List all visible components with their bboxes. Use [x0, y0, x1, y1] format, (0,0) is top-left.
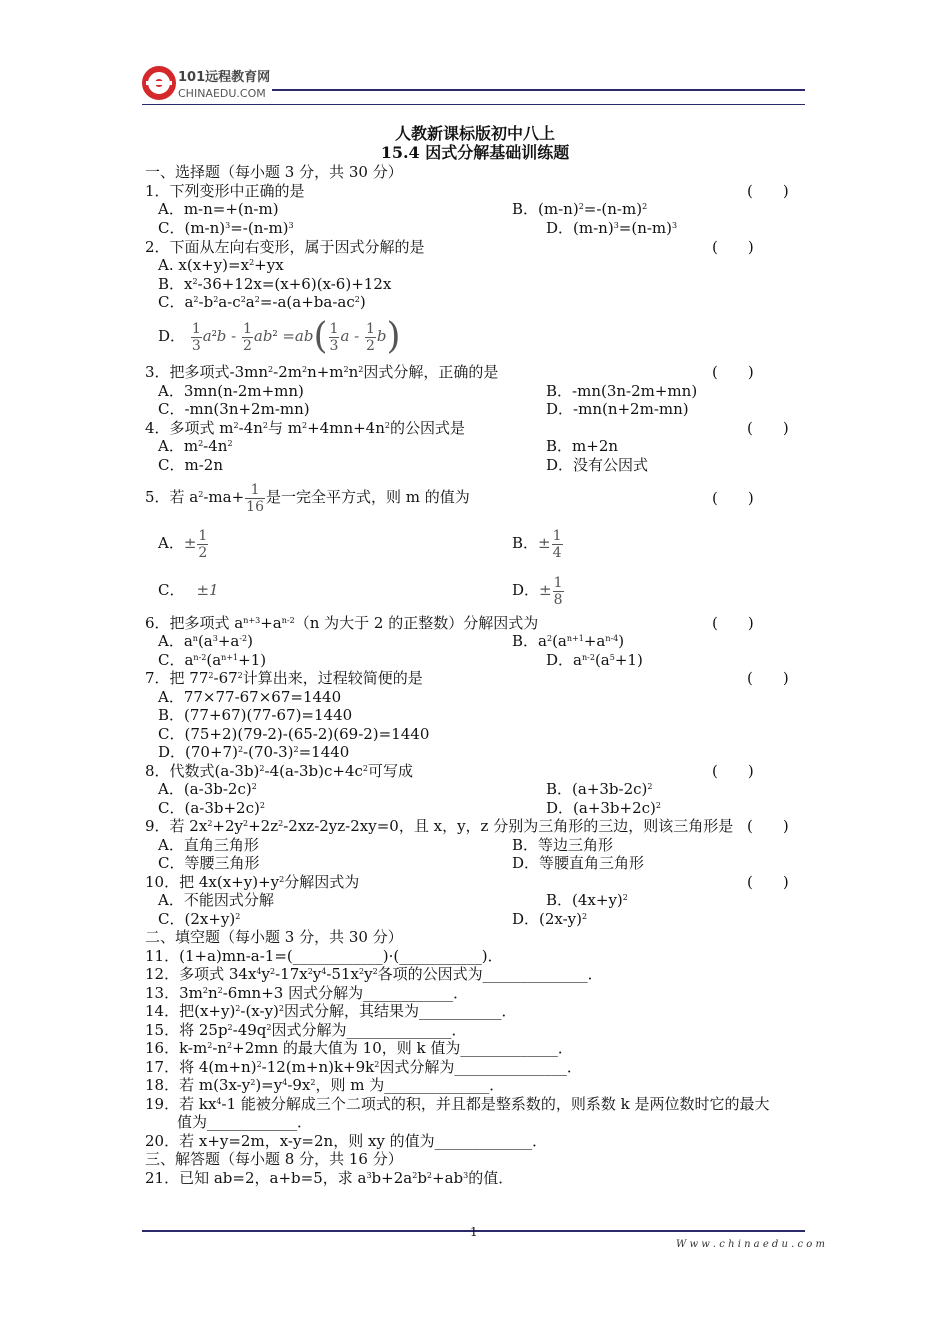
q19: 19．若 $kx^4-1$ 能被分解成三个二项式的积，并且都是整系数的，则系数 k 是两位数时它的最大	[145, 1095, 770, 1113]
fraction: $\frac{1}{3}$	[191, 320, 201, 354]
q9-stem: 9．若 $2x^2+2y^2+2z^2-2xz-2yz-2xy=0$，且 x，y，z 分别为三角形的三边，则该三角形是	[145, 817, 734, 835]
q7-option-a: A．77×77-67×67=1440	[158, 688, 342, 706]
q7-bracket: ( )	[747, 669, 789, 687]
q1-option-b: B．$(m-n)^2=-(n-m)^2$	[512, 200, 648, 218]
section-3-heading: 三、解答题（每小题 8 分，共 16 分）	[145, 1150, 403, 1168]
q9-bracket: ( )	[747, 817, 789, 835]
q3-bracket: ( )	[712, 363, 754, 381]
q5-stem: 5．若 $a^2-ma+$ $\frac{1}{16}$ 是一完全平方式，则 m 的值为	[145, 481, 470, 515]
q6-option-a: A．$a^n(a^3+a^{-2})$	[158, 632, 253, 650]
fraction: $\frac{1}{8}$	[553, 574, 563, 608]
q5-option-c: C． ±1	[158, 581, 219, 599]
q9-option-a: A．直角三角形	[158, 836, 259, 854]
q8-option-c: C．$(a-3b+2c)^2$	[158, 799, 265, 817]
fraction: $\frac{1}{3}$	[329, 320, 339, 354]
fraction: $\frac{1}{2}$	[198, 527, 208, 561]
q13: 13．$3m^2n^2-6mn+3$ 因式分解为____________．	[145, 984, 469, 1002]
q5-option-b: B．± $\frac{1}{4}$	[512, 527, 562, 561]
q1-option-a: A．m-n=+(n-m)	[158, 200, 279, 218]
header-rule	[272, 89, 805, 91]
logo-subtext: CHINAEDU.COM	[178, 87, 266, 100]
fraction: $\frac{1}{2}$	[366, 320, 375, 354]
q1-option-d: D．$(m-n)^3=(n-m)^3$	[546, 219, 678, 237]
q11: 11．(1+a)mn-a-1=(____________)·(___________)．	[145, 947, 503, 965]
q4-option-d: D．没有公因式	[546, 456, 649, 474]
q4-option-c: C．m-2n	[158, 456, 223, 474]
q10-bracket: ( )	[747, 873, 789, 891]
q10-option-d: D．$(2x-y)^2$	[512, 910, 588, 928]
q5-option-d: D．± $\frac{1}{8}$	[512, 574, 563, 608]
doc-subtitle: 15.4 因式分解基础训练题	[380, 143, 570, 162]
fraction: $\frac{1}{2}$	[243, 320, 252, 354]
q5-bracket: ( )	[712, 489, 754, 507]
q2-option-a: A. $x(x+y)=x^2+yx$	[158, 256, 284, 274]
q4-option-b: B．m+2n	[546, 437, 619, 455]
chinaedu-logo-icon	[142, 66, 176, 100]
q6-stem: 6．把多项式 $a^{n+3}+a^{n-2}(n$ 为大于 2 的正整数）分解因式为	[145, 614, 539, 632]
q2-option-c: C．$a^2-b^2a-c^2a^2=-a(a+ba-ac^2)$	[158, 293, 366, 311]
fraction: $\frac{1}{16}$	[246, 481, 264, 515]
q2-option-d: D． $\frac{1}{3}$ $a^2b$ - $\frac{1}{2}$ $ab^2 =ab$( $\frac{1}{3}$ a - $\frac{1}{2}$ b)	[158, 316, 401, 357]
q1-option-c: C．$(m-n)^3=-(n-m)^3$	[158, 219, 294, 237]
q10-option-b: B．$(4x+y)^2$	[546, 891, 628, 909]
q8-option-a: A．$(a-3b-2c)^2$	[158, 780, 257, 798]
logo-text: 101远程教育网	[178, 70, 271, 85]
q8-option-b: B．$(a+3b-2c)^2$	[546, 780, 653, 798]
section-2-heading: 二、填空题（每小题 3 分，共 30 分）	[145, 928, 403, 946]
q16: 16．$k-m^2-n^2+2mn$ 的最大值为 10，则 k 值为_____________．	[145, 1039, 573, 1057]
q6-bracket: ( )	[712, 614, 754, 632]
q2-bracket: ( )	[712, 238, 754, 256]
q8-bracket: ( )	[712, 762, 754, 780]
q8-option-d: D．$(a+3b+2c)^2$	[546, 799, 661, 817]
q3-option-d: D．-mn(n+2m-mn)	[546, 400, 689, 418]
q18: 18．若 $m(3x-y^2)=y^4-9x^2$，则 m 为______________．	[145, 1076, 505, 1094]
q8-stem: 8．代数式$(a-3b)^2-4(a-3b)c+4c^2$可写成	[145, 762, 413, 780]
q14: 14．把$(x+y)^2-(x-y)^2$因式分解，其结果为___________．	[145, 1002, 517, 1020]
q17: 17．将 $4(m+n)^2-12(m+n)k+9k^2$因式分解为_______________．	[145, 1058, 582, 1076]
header-rule-thin	[142, 104, 805, 105]
q15: 15．将 $25p^2-49q^2$因式分解为______________．	[145, 1021, 467, 1039]
q3-option-c: C．-mn(3n+2m-mn)	[158, 400, 310, 418]
q2-stem: 2．下面从左向右变形，属于因式分解的是	[145, 238, 425, 256]
q10-option-a: A．不能因式分解	[158, 891, 274, 909]
footer-url: W w w . c h i n a e d u . c o m	[676, 1239, 825, 1250]
section-1-heading: 一、选择题（每小题 3 分，共 30 分）	[145, 163, 403, 181]
q1-stem: 1．下列变形中正确的是	[145, 182, 305, 200]
q6-option-d: D．$a^{n-2}(a^5+1)$	[546, 651, 643, 669]
q5-option-a: A．± $\frac{1}{2}$	[158, 527, 208, 561]
q12: 12．多项式 $34x^4y^2-17x^2y^4-51x^2y^2$各项的公因式为______________．	[145, 965, 603, 983]
q1-bracket: ( )	[747, 182, 789, 200]
q4-bracket: ( )	[747, 419, 789, 437]
q10-option-c: C．$(2x+y)^2$	[158, 910, 241, 928]
q4-option-a: A．$m^2-4n^2$	[158, 437, 233, 455]
q7-option-b: B．(77+67)(77-67)=1440	[158, 706, 353, 724]
q6-option-b: B．$a^2(a^{n+1}+a^{n-4})$	[512, 632, 625, 650]
q3-stem: 3．把多项式$-3mn^2-2m^2n+m^2n^2$因式分解，正确的是	[145, 363, 499, 381]
q9-option-b: B．等边三角形	[512, 836, 614, 854]
q6-option-c: C．$a^{n-2}(a^{n+1}+1)$	[158, 651, 267, 669]
q4-stem: 4．多项式 $m^2-4n^2$与 $m^2+4mn+4n^2$的公因式是	[145, 419, 465, 437]
q3-option-b: B．-mn(3n-2m+mn)	[546, 382, 698, 400]
q7-option-d: D．$(70+7)^2-(70-3)^2=1440$	[158, 743, 350, 761]
q21: 21．已知 ab=2，a+b=5，求 $a^3b+2a^2b^2+ab^3$的值．	[145, 1169, 514, 1187]
fraction: $\frac{1}{4}$	[552, 527, 562, 561]
q10-stem: 10．把 $4x(x+y)+y^2$分解因式为	[145, 873, 360, 891]
q20: 20．若 x+y=2m，x-y=2n，则 xy 的值为_____________．	[145, 1132, 548, 1150]
q3-option-a: A．3mn(n-2m+mn)	[158, 382, 304, 400]
q9-option-d: D．等腰直角三角形	[512, 854, 645, 872]
page-number: 1	[470, 1225, 478, 1239]
q2-option-b: B．$x^2-36+12x=(x+6)(x-6)+12x$	[158, 275, 392, 293]
q19-cont: 值为____________．	[177, 1113, 313, 1131]
q9-option-c: C．等腰三角形	[158, 854, 260, 872]
q7-stem: 7．把 $77^2-67^2$计算出来，过程较简便的是	[145, 669, 423, 687]
q7-option-c: C．(75+2)(79-2)-(65-2)(69-2)=1440	[158, 725, 430, 743]
doc-title: 人教新课标版初中八上	[394, 124, 555, 143]
